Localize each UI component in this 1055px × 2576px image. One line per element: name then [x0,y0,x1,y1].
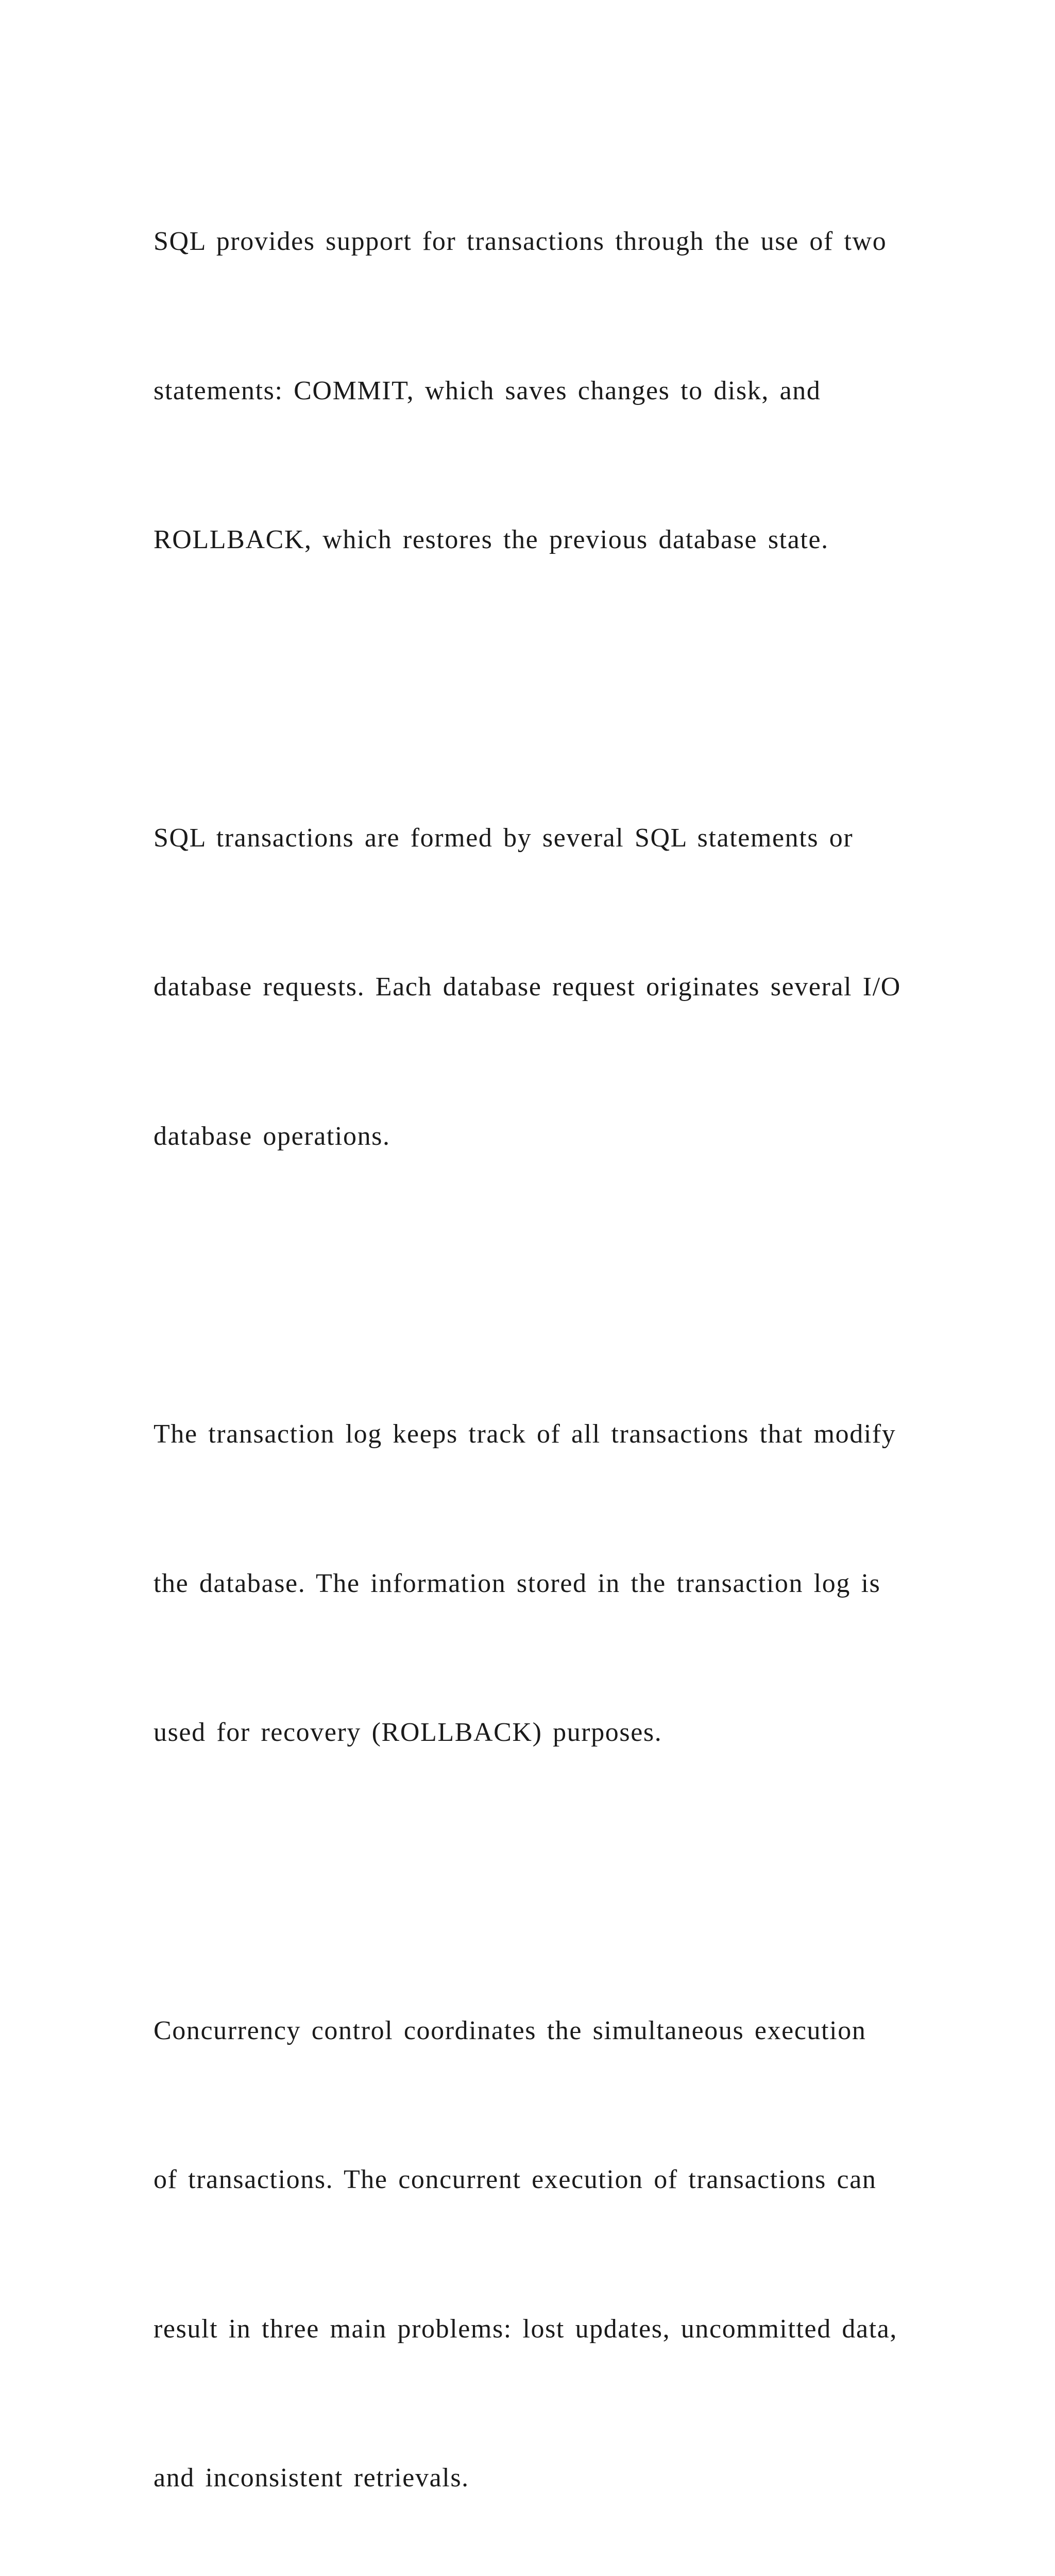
text-line: of transactions. The concurrent execution of transactions can [128,2155,931,2205]
text-line: database requests. Each database request originates several I/O [128,962,931,1012]
text-line: the database. The information stored in the transaction log is [128,1559,931,1609]
text-line: Concurrency control coordinates the simultaneous execution [128,2006,931,2056]
paragraph-concurrency-control [128,1907,931,2576]
paragraph-sql-transactions-formed [128,714,931,1261]
text-line: SQL transactions are formed by several SQL statements or [128,814,931,863]
text-line: SQL provides support for transactions through the use of two [128,217,931,267]
paragraph-transaction-log [128,1310,931,1857]
text-line: statements: COMMIT, which saves changes to disk, and [128,366,931,416]
text-line: The transaction log keeps track of all transactions that modify [128,1410,931,1460]
text-line: result in three main problems: lost updates, uncommitted data, [128,2304,931,2354]
text-line: database operations. [128,1112,931,1162]
paragraph-sql-transaction-support [128,117,931,665]
document-body [128,117,931,2576]
text-line: used for recovery (ROLLBACK) purposes. [128,1708,931,1758]
text-line: and inconsistent retrievals. [128,2453,931,2503]
text-line: ROLLBACK, which restores the previous database state. [128,515,931,565]
